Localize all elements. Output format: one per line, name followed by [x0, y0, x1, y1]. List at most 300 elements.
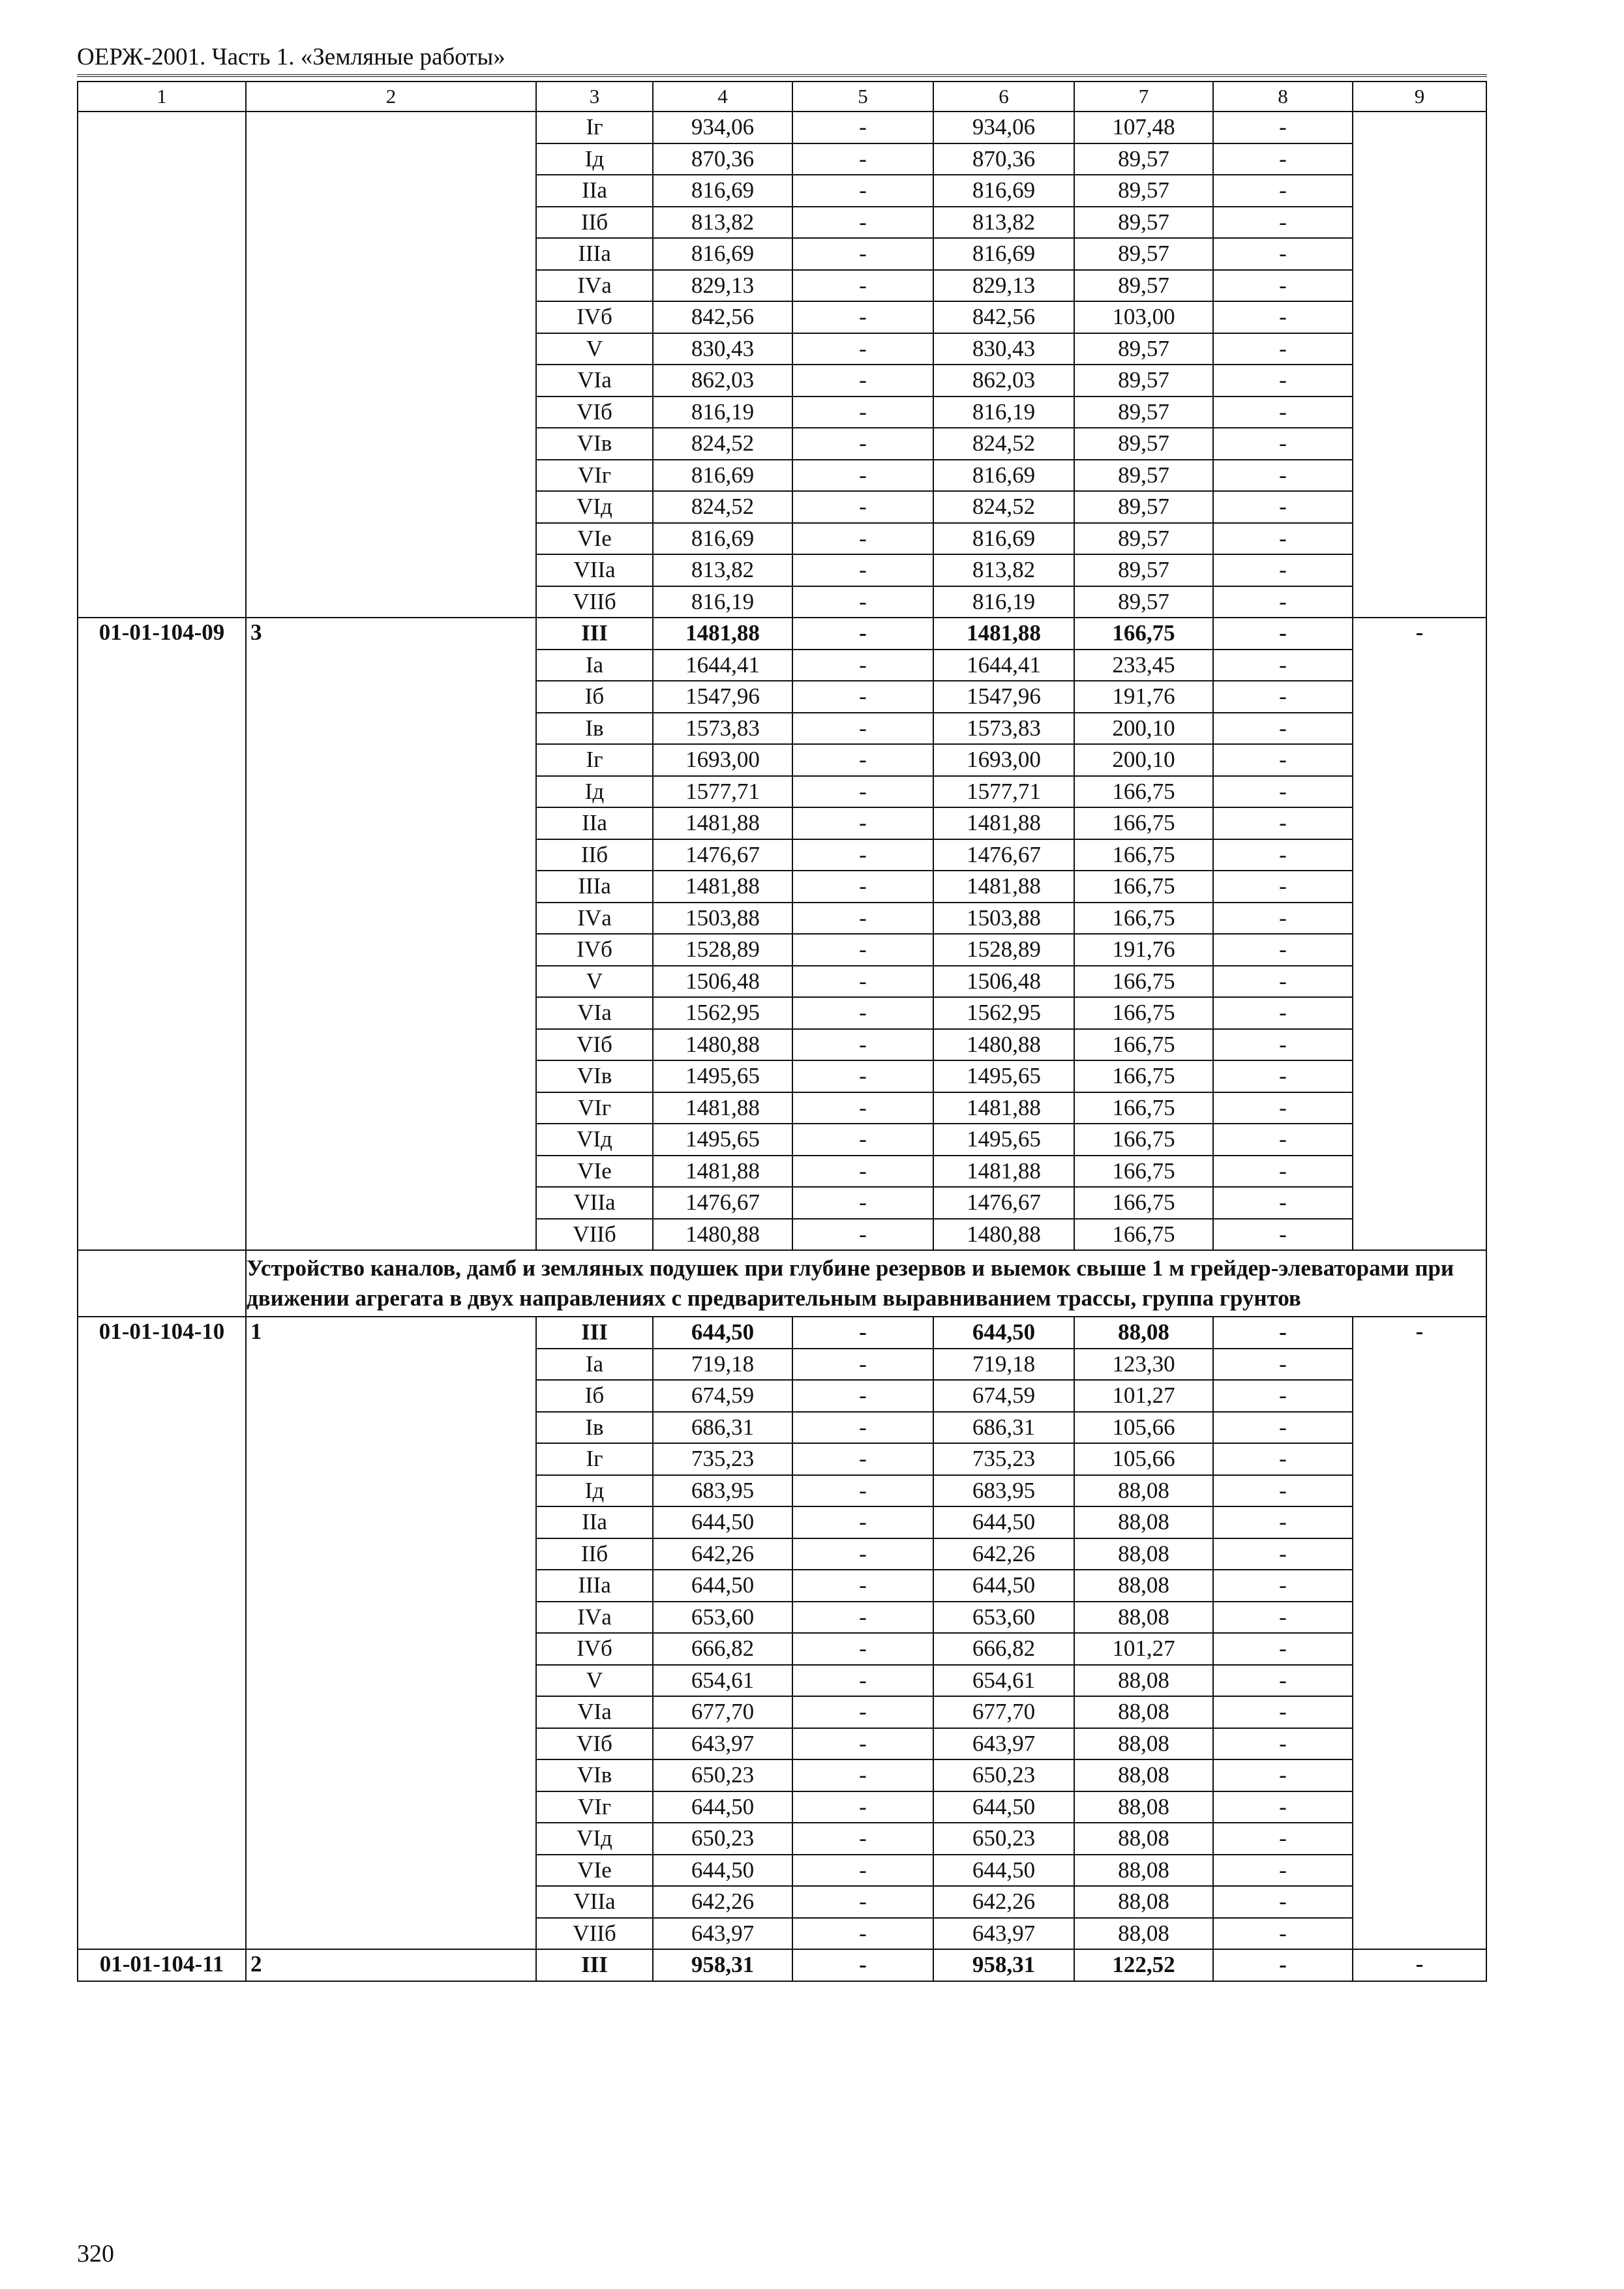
table-cell: VIе [536, 1156, 653, 1188]
table-cell: 1528,89 [653, 934, 792, 966]
table-cell: 103,00 [1074, 301, 1213, 333]
table-cell: - [1213, 428, 1353, 460]
table-cell: - [792, 523, 933, 555]
table-cell: 643,97 [933, 1918, 1074, 1950]
table-cell: - [1213, 871, 1353, 903]
table-cell: VIб [536, 1728, 653, 1760]
column-number-cell: 7 [1074, 82, 1213, 112]
table-cell: 642,26 [933, 1886, 1074, 1918]
table-cell: - [1213, 1412, 1353, 1444]
table-cell: VIд [536, 1823, 653, 1855]
table-cell: - [792, 1060, 933, 1092]
table-cell: VIа [536, 1696, 653, 1728]
table-cell: 644,50 [653, 1855, 792, 1887]
table-cell: 89,57 [1074, 586, 1213, 618]
table-cell: - [792, 618, 933, 650]
table-cell: - [792, 143, 933, 175]
table-cell: 816,69 [653, 175, 792, 207]
group-number-cell: 2 [246, 1949, 536, 1981]
page-number: 320 [77, 2240, 114, 2267]
table-cell: - [792, 1696, 933, 1728]
table-cell: Iг [536, 1443, 653, 1475]
table-cell: VIIа [536, 1187, 653, 1219]
table-cell: 1577,71 [653, 776, 792, 808]
table-cell: V [536, 966, 653, 998]
table-cell: 1481,88 [933, 807, 1074, 839]
table-cell: 934,06 [933, 112, 1074, 143]
table-cell: - [792, 270, 933, 302]
table-cell: 643,97 [933, 1728, 1074, 1760]
column-number-cell: 8 [1213, 82, 1353, 112]
table-row [78, 618, 1486, 650]
table-cell: 644,50 [933, 1791, 1074, 1823]
table-cell: IIа [536, 175, 653, 207]
table-cell: - [1213, 301, 1353, 333]
table-cell: 88,08 [1074, 1728, 1213, 1760]
table-cell: 89,57 [1074, 491, 1213, 523]
table-cell: III [536, 1949, 653, 1981]
table-cell: - [1213, 1855, 1353, 1887]
table-cell: 719,18 [933, 1349, 1074, 1381]
table-cell: 824,52 [933, 491, 1074, 523]
table-cell: 166,75 [1074, 1029, 1213, 1061]
table-cell: 89,57 [1074, 365, 1213, 396]
column-number-cell: 5 [792, 82, 933, 112]
table-cell: 842,56 [933, 301, 1074, 333]
table-cell: 88,08 [1074, 1475, 1213, 1507]
table-cell: - [792, 301, 933, 333]
table-cell: 816,19 [653, 396, 792, 428]
table-cell: 816,19 [933, 586, 1074, 618]
table-cell: 89,57 [1074, 333, 1213, 365]
table-cell: - [792, 1665, 933, 1697]
table-cell: - [1213, 1791, 1353, 1823]
table-cell: - [792, 1092, 933, 1124]
table-cell: 1577,71 [933, 776, 1074, 808]
column-9-cell: - [1353, 1949, 1486, 1981]
table-cell: 816,69 [933, 238, 1074, 270]
table-cell: - [1213, 1949, 1353, 1981]
table-cell: 686,31 [933, 1412, 1074, 1444]
table-cell: - [792, 1124, 933, 1156]
table-cell: - [792, 903, 933, 935]
table-cell: - [792, 333, 933, 365]
table-cell: - [1213, 1124, 1353, 1156]
table-cell: - [1213, 903, 1353, 935]
table-cell: 816,69 [653, 238, 792, 270]
table-cell: IVа [536, 270, 653, 302]
table-cell: 89,57 [1074, 396, 1213, 428]
column-number-cell: 4 [653, 82, 792, 112]
table-cell: - [792, 1633, 933, 1665]
table-cell: 644,50 [933, 1317, 1074, 1349]
table-cell: - [1213, 1092, 1353, 1124]
table-row [78, 1317, 1486, 1349]
table-cell: - [1213, 1443, 1353, 1475]
table-cell: IVа [536, 903, 653, 935]
rates-table [77, 81, 1487, 1982]
table-cell: 816,19 [933, 396, 1074, 428]
table-cell: - [792, 934, 933, 966]
table-cell: 1481,88 [653, 1092, 792, 1124]
section-heading-row [78, 1250, 1486, 1317]
table-cell: 89,57 [1074, 175, 1213, 207]
table-cell: 1481,88 [653, 618, 792, 650]
table-cell: 233,45 [1074, 650, 1213, 681]
table-cell: 89,57 [1074, 238, 1213, 270]
table-cell: 1547,96 [653, 681, 792, 713]
table-cell: - [1213, 1506, 1353, 1538]
table-cell: - [1213, 1823, 1353, 1855]
table-cell: 1476,67 [933, 839, 1074, 871]
table-cell: - [1213, 460, 1353, 492]
table-cell: 735,23 [653, 1443, 792, 1475]
table-cell: - [1213, 1219, 1353, 1251]
table-cell: 650,23 [933, 1759, 1074, 1791]
table-cell: - [1213, 1633, 1353, 1665]
table-cell: 824,52 [653, 428, 792, 460]
table-cell: 1503,88 [653, 903, 792, 935]
table-cell: - [792, 1602, 933, 1634]
table-cell: - [792, 839, 933, 871]
table-cell: 88,08 [1074, 1823, 1213, 1855]
table-cell: 813,82 [653, 554, 792, 586]
table-cell: - [1213, 618, 1353, 650]
table-cell: - [1213, 333, 1353, 365]
table-cell: V [536, 333, 653, 365]
table-cell: VIIб [536, 586, 653, 618]
table-cell: - [1213, 1349, 1353, 1381]
table-cell: 816,69 [653, 523, 792, 555]
group-number-cell: 3 [246, 618, 536, 1250]
table-cell: 816,69 [653, 460, 792, 492]
table-cell: - [792, 1443, 933, 1475]
table-row [78, 112, 1486, 143]
table-cell: - [1213, 966, 1353, 998]
table-cell: VIе [536, 523, 653, 555]
table-cell: Iд [536, 776, 653, 808]
table-cell: - [1213, 1886, 1353, 1918]
table-cell: - [792, 966, 933, 998]
table-cell: VIв [536, 1759, 653, 1791]
table-cell: 1573,83 [933, 713, 1074, 745]
table-cell: 830,43 [933, 333, 1074, 365]
table-cell: 1562,95 [933, 997, 1074, 1029]
table-cell: 644,50 [933, 1855, 1074, 1887]
table-cell: 813,82 [933, 207, 1074, 239]
table-cell: 105,66 [1074, 1412, 1213, 1444]
table-cell: 643,97 [653, 1728, 792, 1760]
table-cell: - [1213, 238, 1353, 270]
table-cell: 686,31 [653, 1412, 792, 1444]
table-cell: 1476,67 [653, 1187, 792, 1219]
table-cell: 816,19 [653, 586, 792, 618]
table-cell: 842,56 [653, 301, 792, 333]
column-number-row [78, 82, 1486, 112]
table-cell: 88,08 [1074, 1665, 1213, 1697]
table-cell: VIг [536, 1092, 653, 1124]
table-cell: 816,69 [933, 175, 1074, 207]
group-number-cell: 1 [246, 1317, 536, 1949]
table-cell: 829,13 [653, 270, 792, 302]
table-cell: - [792, 586, 933, 618]
table-cell: 1481,88 [653, 1156, 792, 1188]
table-cell: VIа [536, 365, 653, 396]
table-cell: - [1213, 270, 1353, 302]
table-cell: - [1213, 112, 1353, 143]
table-cell: VIIа [536, 554, 653, 586]
table-cell: 816,69 [933, 523, 1074, 555]
table-cell: 862,03 [653, 365, 792, 396]
table-cell: 677,70 [653, 1696, 792, 1728]
table-cell: - [1213, 1187, 1353, 1219]
table-cell: - [792, 112, 933, 143]
table-cell: 813,82 [933, 554, 1074, 586]
table-cell: 1481,88 [933, 618, 1074, 650]
table-cell: IIб [536, 1538, 653, 1570]
table-cell: 642,26 [653, 1538, 792, 1570]
table-cell: IIIа [536, 871, 653, 903]
table-cell: 653,60 [653, 1602, 792, 1634]
table-cell: 166,75 [1074, 1219, 1213, 1251]
table-cell: 88,08 [1074, 1886, 1213, 1918]
table-cell: 89,57 [1074, 428, 1213, 460]
table-cell: - [792, 1029, 933, 1061]
table-cell: IIб [536, 839, 653, 871]
table-cell: Iб [536, 681, 653, 713]
table-cell: - [792, 1886, 933, 1918]
table-cell: 1644,41 [933, 650, 1074, 681]
table-cell: Iа [536, 1349, 653, 1381]
table-cell: IIIа [536, 1570, 653, 1602]
rate-code-cell: 01-01-104-10 [78, 1317, 246, 1949]
group-number-cell [246, 112, 536, 618]
table-cell: 166,75 [1074, 1187, 1213, 1219]
table-cell: 166,75 [1074, 1156, 1213, 1188]
table-cell: 88,08 [1074, 1602, 1213, 1634]
table-cell: 88,08 [1074, 1855, 1213, 1887]
table-cell: 870,36 [653, 143, 792, 175]
table-cell: 107,48 [1074, 112, 1213, 143]
table-cell: 88,08 [1074, 1696, 1213, 1728]
table-cell: 89,57 [1074, 143, 1213, 175]
table-cell: IVа [536, 1602, 653, 1634]
table-cell: - [1213, 650, 1353, 681]
table-cell: IVб [536, 301, 653, 333]
table-cell: 824,52 [933, 428, 1074, 460]
table-cell: 735,23 [933, 1443, 1074, 1475]
table-cell: IIа [536, 1506, 653, 1538]
table-cell: 643,97 [653, 1918, 792, 1950]
table-row [78, 1949, 1486, 1981]
table-cell: VIв [536, 1060, 653, 1092]
table-cell: - [792, 238, 933, 270]
column-number-cell: 1 [78, 82, 246, 112]
table-cell: - [1213, 1728, 1353, 1760]
table-cell: - [792, 365, 933, 396]
table-cell: - [792, 807, 933, 839]
table-cell: 934,06 [653, 112, 792, 143]
table-cell: - [1213, 586, 1353, 618]
table-cell: IIIа [536, 238, 653, 270]
table-cell: 958,31 [933, 1949, 1074, 1981]
table-cell: - [792, 1570, 933, 1602]
table-cell: VIв [536, 428, 653, 460]
table-cell: 677,70 [933, 1696, 1074, 1728]
table-cell: - [792, 744, 933, 776]
table-cell: - [792, 681, 933, 713]
table-cell: VIб [536, 1029, 653, 1061]
table-cell: IVб [536, 934, 653, 966]
table-cell: IVб [536, 1633, 653, 1665]
table-cell: 1528,89 [933, 934, 1074, 966]
table-cell: VIа [536, 997, 653, 1029]
table-cell: 1495,65 [933, 1060, 1074, 1092]
table-cell: - [792, 1349, 933, 1381]
table-cell: 958,31 [653, 1949, 792, 1981]
table-cell: - [792, 1728, 933, 1760]
table-cell: 166,75 [1074, 1124, 1213, 1156]
table-cell: 1644,41 [653, 650, 792, 681]
table-cell: 1480,88 [653, 1219, 792, 1251]
table-cell: 862,03 [933, 365, 1074, 396]
table-cell: - [792, 175, 933, 207]
table-cell: - [792, 776, 933, 808]
column-9-cell: - [1353, 618, 1486, 1250]
table-cell: - [1213, 1538, 1353, 1570]
table-cell: - [792, 713, 933, 745]
table-cell: 89,57 [1074, 207, 1213, 239]
table-cell: - [1213, 491, 1353, 523]
table-cell: 674,59 [933, 1380, 1074, 1412]
table-cell: 683,95 [933, 1475, 1074, 1507]
table-cell: 166,75 [1074, 903, 1213, 935]
table-cell: 813,82 [653, 207, 792, 239]
table-cell: - [1213, 1380, 1353, 1412]
table-cell: 644,50 [933, 1570, 1074, 1602]
table-cell: 1476,67 [653, 839, 792, 871]
section-heading: Устройство каналов, дамб и земляных подушек при глубине резервов и выемок свыше 1 м грейдер-элеваторами при движении агрегата в двух направлениях с предварительным выравниванием трассы, группа грунтов [246, 1250, 1486, 1317]
table-cell: VIIб [536, 1918, 653, 1950]
table-cell: 1495,65 [653, 1124, 792, 1156]
table-cell: 1506,48 [653, 966, 792, 998]
table-cell: 1481,88 [933, 1092, 1074, 1124]
table-cell: 870,36 [933, 143, 1074, 175]
table-cell: 816,69 [933, 460, 1074, 492]
table-cell: 88,08 [1074, 1759, 1213, 1791]
table-cell: Iв [536, 713, 653, 745]
table-cell: - [1213, 681, 1353, 713]
table-cell: - [1213, 997, 1353, 1029]
table-cell: 122,52 [1074, 1949, 1213, 1981]
table-cell: 88,08 [1074, 1570, 1213, 1602]
table-cell: 654,61 [933, 1665, 1074, 1697]
table-cell: 644,50 [653, 1506, 792, 1538]
table-cell: 88,08 [1074, 1506, 1213, 1538]
table-cell: 89,57 [1074, 460, 1213, 492]
table-cell: 1480,88 [933, 1029, 1074, 1061]
table-cell: - [1213, 1317, 1353, 1349]
table-cell: - [792, 1219, 933, 1251]
table-cell: 166,75 [1074, 807, 1213, 839]
table-cell: 642,26 [933, 1538, 1074, 1570]
table-cell: 1481,88 [653, 807, 792, 839]
table-cell: - [792, 460, 933, 492]
table-cell: Iд [536, 143, 653, 175]
table-cell: - [792, 1317, 933, 1349]
table-cell: 666,82 [653, 1633, 792, 1665]
table-cell: - [1213, 1475, 1353, 1507]
table-cell: IIб [536, 207, 653, 239]
column-9-cell [1353, 112, 1486, 618]
column-number-cell: 2 [246, 82, 536, 112]
table-cell: 88,08 [1074, 1317, 1213, 1349]
table-cell: 1495,65 [933, 1124, 1074, 1156]
table-cell: - [792, 1949, 933, 1981]
table-cell: 123,30 [1074, 1349, 1213, 1381]
table-cell: - [792, 1918, 933, 1950]
column-number-cell: 9 [1353, 82, 1486, 112]
table-cell: - [792, 554, 933, 586]
table-cell: VIб [536, 396, 653, 428]
table-cell: 644,50 [933, 1506, 1074, 1538]
table-cell: - [1213, 1918, 1353, 1950]
table-cell: 88,08 [1074, 1538, 1213, 1570]
table-cell: Iд [536, 1475, 653, 1507]
table-cell: 683,95 [653, 1475, 792, 1507]
table-cell: - [1213, 807, 1353, 839]
table-cell: 1506,48 [933, 966, 1074, 998]
table-cell: - [792, 650, 933, 681]
table-cell: - [1213, 143, 1353, 175]
table-cell: 644,50 [653, 1317, 792, 1349]
table-cell: 644,50 [653, 1570, 792, 1602]
table-cell: - [1213, 365, 1353, 396]
column-number-cell: 3 [536, 82, 653, 112]
table-cell: - [792, 1855, 933, 1887]
table-cell: - [1213, 744, 1353, 776]
table-cell: Iг [536, 744, 653, 776]
table-cell: 1480,88 [933, 1219, 1074, 1251]
table-cell: 1693,00 [933, 744, 1074, 776]
table-cell: 101,27 [1074, 1633, 1213, 1665]
table-cell: 166,75 [1074, 618, 1213, 650]
table-cell: 650,23 [653, 1759, 792, 1791]
table-cell: III [536, 1317, 653, 1349]
table-cell: 1476,67 [933, 1187, 1074, 1219]
section-heading-blank [78, 1250, 246, 1317]
table-cell: 1503,88 [933, 903, 1074, 935]
table-cell: - [792, 1506, 933, 1538]
table-cell: 166,75 [1074, 997, 1213, 1029]
table-cell: - [1213, 1759, 1353, 1791]
table-cell: 166,75 [1074, 1092, 1213, 1124]
table-cell: 644,50 [653, 1791, 792, 1823]
table-cell: 89,57 [1074, 270, 1213, 302]
table-cell: V [536, 1665, 653, 1697]
table-cell: - [792, 1187, 933, 1219]
table-cell: 200,10 [1074, 713, 1213, 745]
table-cell: VIг [536, 460, 653, 492]
table-cell: 166,75 [1074, 1060, 1213, 1092]
table-cell: - [1213, 776, 1353, 808]
table-cell: - [1213, 175, 1353, 207]
table-cell: 88,08 [1074, 1918, 1213, 1950]
table-cell: Iб [536, 1380, 653, 1412]
table-cell: 719,18 [653, 1349, 792, 1381]
table-cell: - [1213, 1665, 1353, 1697]
table-cell: 200,10 [1074, 744, 1213, 776]
